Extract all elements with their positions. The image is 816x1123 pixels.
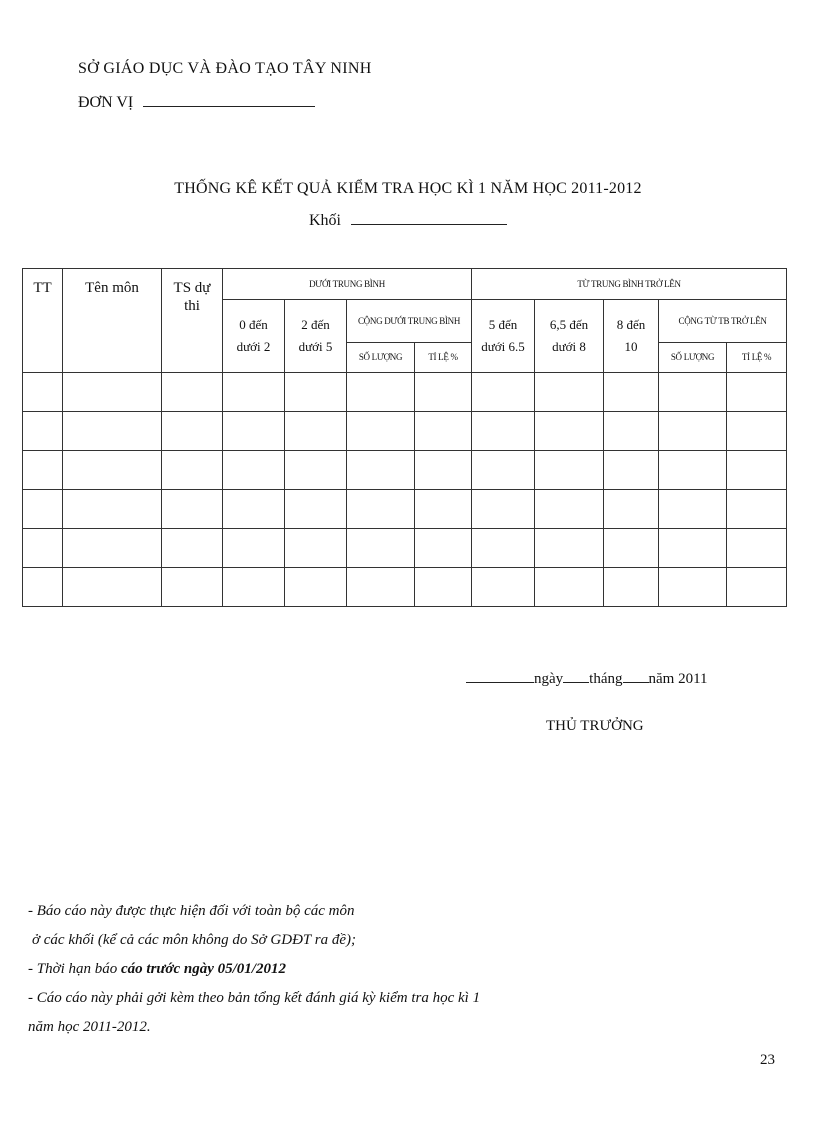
table-cell (415, 529, 472, 568)
table-cell (347, 490, 415, 529)
header-total (162, 269, 223, 373)
header-sum-below: CỘNG DƯỚI TRUNG BÌNH (347, 300, 472, 343)
month-label: tháng (589, 671, 623, 687)
range-8-10-line1: 8 đến (616, 317, 646, 332)
range-0-2-line2: dưới 2 (236, 339, 271, 354)
note-line-3 (28, 955, 480, 984)
table-cell (347, 451, 415, 490)
table-cell (162, 451, 223, 490)
table-cell (63, 412, 162, 451)
range-5-65-line2: dưới 6.5 (481, 339, 525, 354)
table-cell (415, 412, 472, 451)
table-cell (63, 451, 162, 490)
table-cell (727, 568, 787, 607)
table-cell (727, 529, 787, 568)
notes-block (28, 897, 480, 1042)
header-range-8-10 (604, 300, 659, 373)
day-label: ngày (534, 671, 564, 687)
table-cell (23, 490, 63, 529)
place-blank (466, 668, 534, 683)
table-row (23, 373, 787, 412)
page-number: 23 (760, 1052, 775, 1068)
table-cell (285, 568, 347, 607)
table-cell (472, 451, 535, 490)
table-cell (604, 529, 659, 568)
table-cell (659, 412, 727, 451)
header-below-rate: TỈ LỆ % (415, 343, 472, 373)
header-range-2-5 (285, 300, 347, 373)
table-cell (472, 529, 535, 568)
header-above-rate: TỈ LỆ % (727, 343, 787, 373)
range-5-65-line1: 5 đến (488, 317, 518, 332)
table-cell (727, 412, 787, 451)
table-cell (63, 490, 162, 529)
table-body (23, 373, 787, 607)
table-cell (63, 529, 162, 568)
table-cell (162, 568, 223, 607)
table-cell (285, 529, 347, 568)
table-cell (535, 451, 604, 490)
grade-label: Khối (309, 212, 341, 229)
table-cell (347, 412, 415, 451)
header-range-5-65 (472, 300, 535, 373)
table-cell (604, 490, 659, 529)
department-name: SỞ GIÁO DỤC VÀ ĐÀO TẠO TÂY NINH (78, 60, 372, 77)
table-cell (415, 568, 472, 607)
unit-label: ĐƠN VỊ (78, 94, 134, 111)
table-row (23, 568, 787, 607)
table-cell (472, 373, 535, 412)
table-row (23, 412, 787, 451)
grade-blank (351, 210, 507, 225)
header-group-above: TỪ TRUNG BÌNH TRỞ LÊN (472, 269, 787, 300)
table-cell (535, 373, 604, 412)
table-cell (223, 451, 285, 490)
head-title: THỦ TRƯỞNG (546, 718, 644, 734)
note-line-3-prefix: - Thời hạn báo (28, 961, 118, 977)
table-cell (415, 490, 472, 529)
table-cell (223, 412, 285, 451)
table-cell (285, 412, 347, 451)
table-row (23, 451, 787, 490)
range-2-5-line1: 2 đến (301, 317, 330, 332)
header-below-count: SỐ LƯỢNG (347, 343, 415, 373)
range-65-8-line2: dưới 8 (552, 339, 586, 354)
range-0-2-line1: 0 đến (239, 317, 268, 332)
table-cell (659, 451, 727, 490)
range-8-10-line2: 10 (624, 339, 638, 354)
table-cell (659, 490, 727, 529)
table-cell (604, 373, 659, 412)
report-title: THỐNG KÊ KẾT QUẢ KIỂM TRA HỌC KÌ 1 NĂM HỌC 2011-2012 (174, 180, 642, 197)
note-line-1: - Báo cáo này được thực hiện đối với toàn bộ các môn (28, 903, 355, 919)
header-group-below: DƯỚI TRUNG BÌNH (223, 269, 472, 300)
table-cell (472, 568, 535, 607)
year-label: năm 2011 (648, 671, 708, 687)
table-cell (63, 568, 162, 607)
month-blank (623, 668, 649, 683)
unit-blank (143, 92, 315, 107)
table-cell (162, 529, 223, 568)
table-cell (604, 412, 659, 451)
statistics-table (22, 268, 787, 607)
table-cell (727, 490, 787, 529)
unit-line (78, 92, 315, 112)
table-cell (285, 490, 347, 529)
table-cell (535, 529, 604, 568)
table-cell (659, 568, 727, 607)
header-range-65-8 (535, 300, 604, 373)
table-cell (415, 373, 472, 412)
table-cell (604, 568, 659, 607)
header-sum-above: CỘNG TỪ TB TRỞ LÊN (659, 300, 787, 343)
table-row (23, 529, 787, 568)
table-cell (535, 490, 604, 529)
header-row-1 (23, 269, 787, 300)
range-65-8-line1: 6,5 đến (549, 317, 589, 332)
table-cell (659, 529, 727, 568)
header-total-line2: thi (184, 298, 200, 314)
header-tt: TT (23, 269, 63, 373)
table-cell (23, 412, 63, 451)
table-cell (472, 490, 535, 529)
table-cell (285, 373, 347, 412)
table-cell (23, 529, 63, 568)
table-cell (223, 529, 285, 568)
header-subject: Tên môn (63, 269, 162, 373)
table-cell (63, 373, 162, 412)
table-cell (23, 451, 63, 490)
table-cell (415, 451, 472, 490)
header-range-0-2 (223, 300, 285, 373)
table-cell (285, 451, 347, 490)
table-cell (162, 490, 223, 529)
table-cell (23, 373, 63, 412)
table-cell (223, 373, 285, 412)
date-line (466, 668, 708, 688)
range-2-5-line2: dưới 5 (298, 339, 333, 354)
note-line-4: - Cáo cáo này phải gởi kèm theo bản tổng kết đánh giá kỳ kiểm tra học kì 1 (28, 990, 481, 1006)
table-cell (223, 568, 285, 607)
grade-line (0, 210, 816, 230)
table-cell (535, 568, 604, 607)
table-cell (347, 373, 415, 412)
day-blank (563, 668, 589, 683)
table-cell (347, 568, 415, 607)
header-above-count: SỐ LƯỢNG (659, 343, 727, 373)
table-cell (535, 412, 604, 451)
table-cell (162, 412, 223, 451)
note-deadline: cáo trước ngày 05/01/2012 (121, 961, 286, 977)
table-cell (223, 490, 285, 529)
table-cell (659, 373, 727, 412)
table-cell (472, 412, 535, 451)
table-cell (604, 451, 659, 490)
note-line-2: ở các khối (kể cả các môn không do Sở GDĐT ra đề); (32, 932, 356, 948)
header-total-line1: TS dự (173, 280, 211, 296)
table-row (23, 490, 787, 529)
table-cell (727, 373, 787, 412)
table-cell (162, 373, 223, 412)
table-cell (727, 451, 787, 490)
table-cell (23, 568, 63, 607)
table-cell (347, 529, 415, 568)
note-line-5: năm học 2011-2012. (28, 1019, 151, 1035)
